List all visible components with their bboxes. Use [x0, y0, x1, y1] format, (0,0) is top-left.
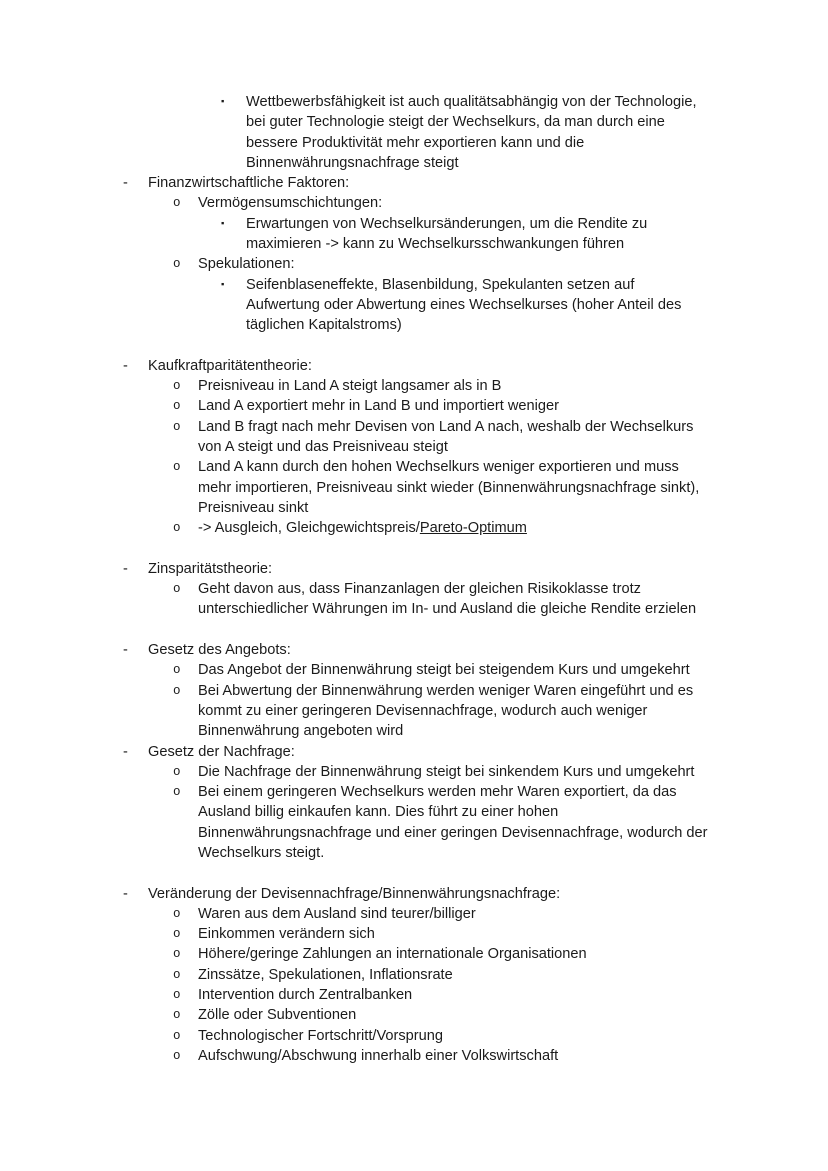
list-item [0, 904, 710, 924]
list-item [0, 1046, 710, 1066]
circle-bullet-icon: o [173, 927, 181, 942]
list-item-text: Kaufkraftparitätentheorie: [148, 357, 312, 374]
list-item-text: Vermögensumschichtungen: [198, 195, 383, 212]
circle-bullet-icon: o [173, 1028, 181, 1043]
list-item-text: Zölle oder Subventionen [198, 1007, 357, 1024]
circle-bullet-icon: o [173, 460, 181, 475]
circle-bullet-icon: o [173, 379, 181, 394]
square-bullet-icon: ▪ [221, 96, 225, 107]
list-item-text: Veränderung der Devisennachfrage/Binnenwährungsnachfrage: [148, 885, 561, 902]
square-bullet-icon: ▪ [221, 217, 225, 229]
list-item [0, 762, 710, 782]
list-item-text: Zinssätze, Spekulationen, Inflationsrate [198, 966, 453, 983]
list-item [0, 944, 710, 964]
circle-bullet-icon: o [173, 967, 181, 982]
list-item-text: Zinsparitätstheorie: [148, 560, 273, 577]
list-item-text: Bei einem geringeren Wechselkurs werden mehr Waren exportiert, da das Ausland billig einkaufen kann. Dies führt zu einer hohen Binnenwährungsnachfrage und einer geringen Devisennachfrage, wodurch der Wechselkurs steigt. [198, 784, 708, 861]
list-item [0, 417, 710, 458]
list-item-text: Einkommen verändern sich [198, 926, 375, 943]
list-item [0, 173, 710, 193]
list-item [0, 579, 710, 620]
list-item [0, 660, 710, 680]
list-item-text: Bei Abwertung der Binnenwährung werden weniger Waren eingeführt und es kommt zu einer geringeren Devisennachfrage, wodurch auch weniger Binnenwährung angeboten wird [198, 682, 694, 740]
circle-bullet-icon: o [173, 764, 181, 779]
list-item [0, 640, 710, 660]
notes-bullet-list [0, 92, 710, 1066]
list-item [0, 924, 710, 944]
circle-bullet-icon: o [173, 521, 181, 536]
circle-bullet-icon: o [173, 582, 181, 597]
list-item [0, 559, 710, 579]
circle-bullet-icon: o [173, 683, 181, 698]
dash-bullet-icon: - [123, 642, 128, 659]
circle-bullet-icon: o [173, 988, 181, 1003]
square-bullet-icon: ▪ [221, 278, 225, 290]
list-item-text: Die Nachfrage der Binnenwährung steigt bei sinkendem Kurs und umgekehrt [198, 763, 695, 780]
dash-bullet-icon: - [123, 175, 128, 192]
pareto-optimum-underlined-text: Pareto-Optimum [419, 520, 527, 537]
list-item-text: Gesetz des Angebots: [148, 642, 291, 659]
circle-bullet-icon: o [173, 785, 181, 800]
list-item [0, 376, 710, 396]
list-item-text: Preisniveau in Land A steigt langsamer als in B [198, 378, 502, 395]
list-item-text: Intervention durch Zentralbanken [198, 987, 413, 1004]
list-item [0, 742, 710, 762]
dash-bullet-icon: - [123, 560, 128, 577]
list-item-text: Technologischer Fortschritt/Vorsprung [198, 1027, 443, 1044]
list-item-text: Spekulationen: [198, 256, 295, 273]
list-item-text: Gesetz der Nachfrage: [148, 743, 295, 760]
list-item [0, 193, 710, 213]
list-item [0, 1005, 710, 1025]
circle-bullet-icon: o [173, 906, 181, 921]
list-item-text: Waren aus dem Ausland sind teurer/billiger [198, 905, 476, 922]
list-item [0, 254, 710, 274]
list-item-text: Land A exportiert mehr in Land B und importiert weniger [198, 398, 559, 415]
list-item [0, 356, 710, 376]
list-item-text: Land B fragt nach mehr Devisen von Land A nach, weshalb der Wechselkurs von A steigt und das Preisniveau steigt [198, 418, 694, 456]
list-item-text: Seifenblaseneffekte, Blasenbildung, Spekulanten setzen auf Aufwertung oder Abwertung eines Wechselkurses (hoher Anteil des täglichen Kapitalstroms) [246, 276, 682, 334]
list-item [0, 275, 710, 336]
circle-bullet-icon: o [173, 663, 181, 678]
list-item-text: Höhere/geringe Zahlungen an internationale Organisationen [198, 946, 587, 963]
list-item [0, 214, 710, 255]
list-item-text: Wettbewerbsfähigkeit ist auch qualitätsabhängig von der Technologie, bei guter Technologie steigt der Wechselkurs, da man durch eine bessere Produktivität mehr exportieren kann und die Binnenwährungsnachfrage steigt [246, 94, 697, 171]
list-item [0, 518, 710, 538]
circle-bullet-icon: o [173, 399, 181, 414]
list-item [0, 985, 710, 1005]
circle-bullet-icon: o [173, 257, 181, 272]
list-item-text-plain: -> Ausgleich, Gleichgewichtspreis/ [198, 520, 420, 537]
list-item [0, 396, 710, 416]
list-item [0, 884, 710, 904]
list-item [0, 92, 710, 173]
list-item [0, 457, 710, 518]
circle-bullet-icon: o [173, 1008, 181, 1023]
list-item-text: Erwartungen von Wechselkursänderungen, um die Rendite zu maximieren -> kann zu Wechselkursschwankungen führen [246, 215, 648, 253]
list-item-text: Das Angebot der Binnenwährung steigt bei steigendem Kurs und umgekehrt [198, 662, 690, 679]
circle-bullet-icon: o [173, 947, 181, 962]
list-item [0, 965, 710, 985]
circle-bullet-icon: o [173, 419, 181, 434]
list-item-text: Geht davon aus, dass Finanzanlagen der gleichen Risikoklasse trotz unterschiedlicher Währungen im In- und Ausland die gleiche Rendite erzielen [198, 581, 697, 618]
list-item-text: Aufschwung/Abschwung innerhalb einer Volkswirtschaft [198, 1047, 559, 1064]
list-item [0, 1026, 710, 1046]
dash-bullet-icon: - [123, 885, 128, 902]
circle-bullet-icon: o [173, 196, 181, 211]
list-item-text: Finanzwirtschaftliche Faktoren: [148, 175, 350, 192]
list-item [0, 681, 710, 742]
list-item-text [198, 520, 527, 536]
circle-bullet-icon: o [173, 1048, 181, 1063]
dash-bullet-icon: - [123, 743, 128, 760]
dash-bullet-icon: - [123, 357, 128, 374]
list-item [0, 782, 710, 863]
list-item-text: Land A kann durch den hohen Wechselkurs weniger exportieren und muss mehr importieren, Preisniveau sinkt wieder (Binnenwährungsnachfrage sinkt), Preisniveau sinkt [198, 459, 700, 516]
